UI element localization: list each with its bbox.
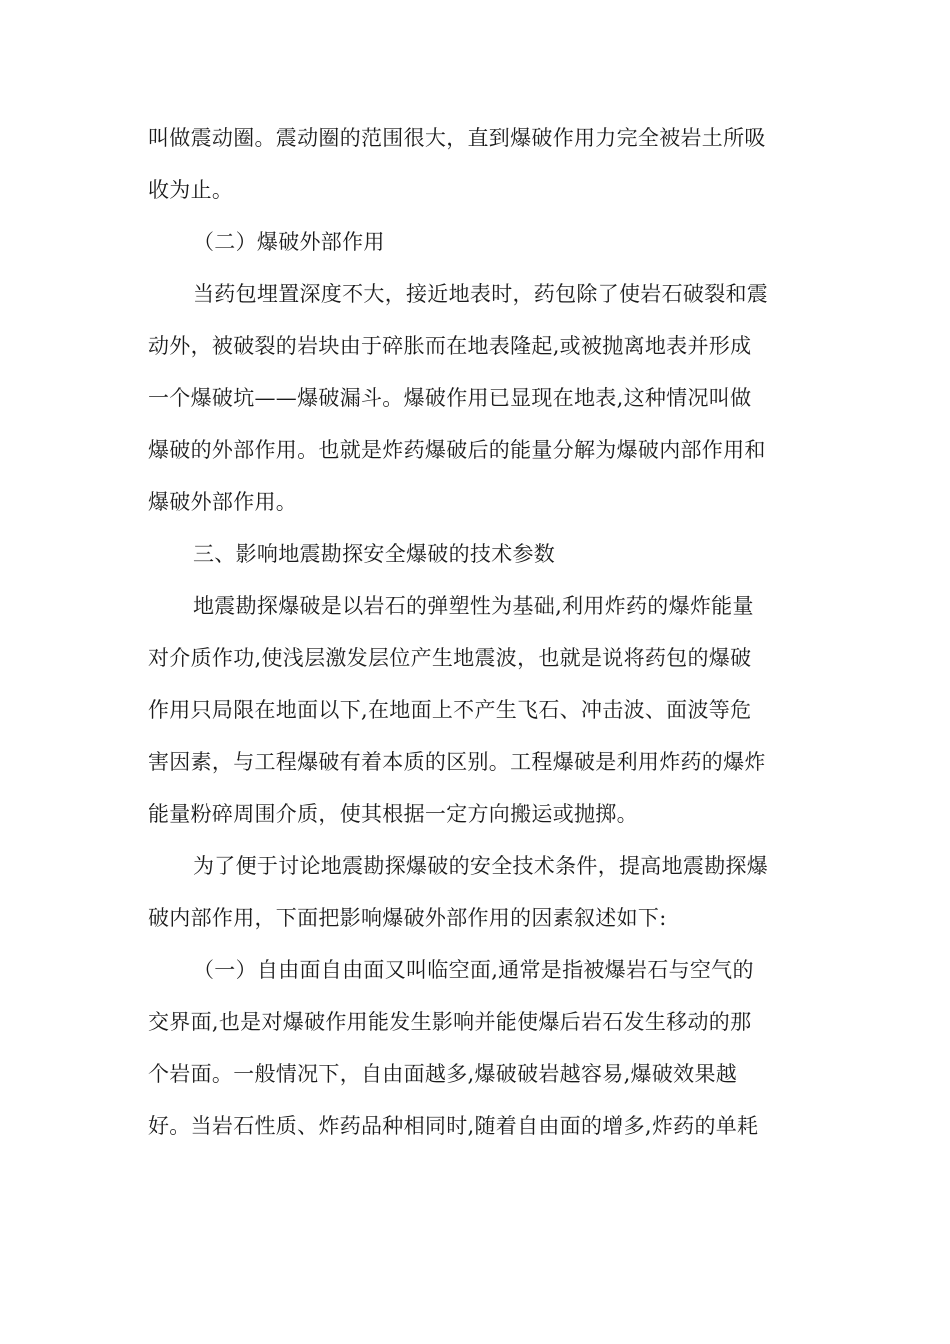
text-line-8: 爆破外部作用。 xyxy=(148,490,298,514)
text-line-18: 交界面,也是对爆破作用能发生影响并能使爆后岩石发生移动的那 xyxy=(148,1010,752,1034)
text-line-6: 一个爆破坑——爆破漏斗。爆破作用已显现在地表,这种情况叫做 xyxy=(148,386,752,410)
text-line-7: 爆破的外部作用。也就是炸药爆破后的能量分解为爆破内部作用和 xyxy=(148,438,766,462)
text-line-16: 破内部作用，下面把影响爆破外部作用的因素叙述如下: xyxy=(148,906,667,930)
text-line-1: 叫做震动圈。震动圈的范围很大，直到爆破作用力完全被岩土所吸 xyxy=(148,126,766,150)
section-heading: （二）爆破外部作用 xyxy=(193,230,385,254)
text-line-13: 害因素，与工程爆破有着本质的区别。工程爆破是利用炸药的爆炸 xyxy=(148,750,766,774)
text-line-2: 收为止。 xyxy=(148,178,234,202)
chapter-heading: 三、影响地震勘探安全爆破的技术参数 xyxy=(193,542,556,566)
text-line-19: 个岩面。一般情况下，自由面越多,爆破破岩越容易,爆破效果越 xyxy=(148,1062,738,1086)
text-line-10: 地震勘探爆破是以岩石的弹塑性为基础,利用炸药的爆炸能量 xyxy=(193,594,754,618)
text-line-11: 对介质作功,使浅层激发层位产生地震波，也就是说将药包的爆破 xyxy=(148,646,752,670)
text-line-17: （一）自由面自由面又叫临空面,通常是指被爆岩石与空气的 xyxy=(193,958,754,982)
text-line-15: 为了便于讨论地震勘探爆破的安全技术条件，提高地震勘探爆 xyxy=(193,854,769,878)
text-line-20: 好。当岩石性质、炸药品种相同时,随着自由面的增多,炸药的单耗 xyxy=(148,1114,759,1138)
text-line-4: 当药包埋置深度不大，接近地表时，药包除了使岩石破裂和震 xyxy=(193,282,769,306)
text-line-12: 作用只局限在地面以下,在地面上不产生飞石、冲击波、面波等危 xyxy=(148,698,752,722)
text-line-5: 动外，被破裂的岩块由于碎胀而在地表隆起,或被抛离地表并形成 xyxy=(148,334,752,358)
text-line-14: 能量粉碎周围介质，使其根据一定方向搬运或抛掷。 xyxy=(148,802,638,826)
